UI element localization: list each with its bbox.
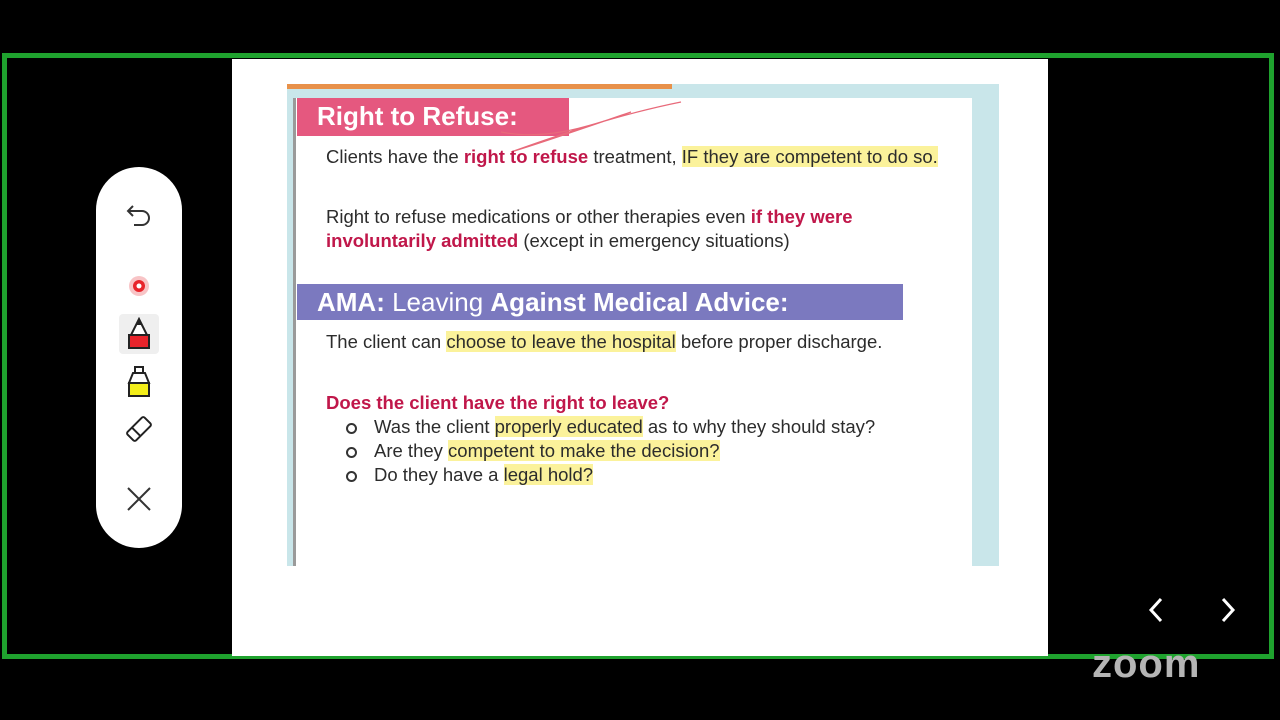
slide-content [293,98,972,566]
list-item [344,439,964,463]
question-heading: Does the client have the right to leave? [326,392,670,413]
heading-text: Against Medical Advice: [490,287,789,317]
highlighted-text: choose to leave the hospital [446,331,676,352]
highlighted-text: legal hold? [503,464,594,485]
close-toolbar-button[interactable] [119,479,159,519]
text: The client can [326,331,447,352]
bullet-list [344,415,964,487]
emphasis-text: right to refuse [463,146,589,167]
undo-button[interactable] [119,195,159,235]
heading-text: Leaving [384,287,491,317]
paragraph-refuse-medications [326,205,966,253]
text: treatment, [588,146,682,167]
pen-tool-button[interactable] [119,314,159,354]
list-item [344,463,964,487]
text: as to why they should stay? [642,416,876,437]
zoom-logo: zoom [1092,642,1201,686]
eraser-tool-button[interactable] [119,409,159,449]
text: before proper discharge. [675,331,883,352]
highlighter-tool-button[interactable] [119,362,159,402]
text: Right to refuse medications or other therapies even [326,206,751,227]
pen-color-button[interactable] [119,266,159,306]
heading-ama [297,284,903,320]
pen-icon [125,317,153,351]
text: Are they [374,440,449,461]
paragraph-ama [326,330,966,354]
slide-accent-bar [287,84,672,89]
pen-color-dot-icon [127,274,151,298]
highlighter-icon [125,365,153,399]
heading-text: AMA: [317,287,385,317]
chevron-right-icon [1218,596,1238,624]
undo-icon [124,200,154,230]
heading-right-to-refuse: Right to Refuse: [297,98,569,136]
chevron-left-icon [1146,596,1166,624]
text: Clients have the [326,146,464,167]
highlighted-text: properly educated [494,416,643,437]
close-icon [125,485,153,513]
text: Do they have a [374,464,504,485]
previous-page-button[interactable] [1138,592,1174,628]
eraser-icon [123,413,155,445]
next-page-button[interactable] [1210,592,1246,628]
slide [287,84,999,566]
slide-page [232,59,1048,656]
emphasis-text: if they were involuntarily admitted [326,206,853,251]
text: (except in emergency situations) [518,230,790,251]
paragraph-right-to-refuse [326,145,966,169]
annotation-toolbar [96,167,182,548]
text: Was the client [374,416,495,437]
list-item [344,415,964,439]
highlighted-text: competent to make the decision? [448,440,720,461]
highlighted-text: IF they are competent to do so. [681,146,938,167]
